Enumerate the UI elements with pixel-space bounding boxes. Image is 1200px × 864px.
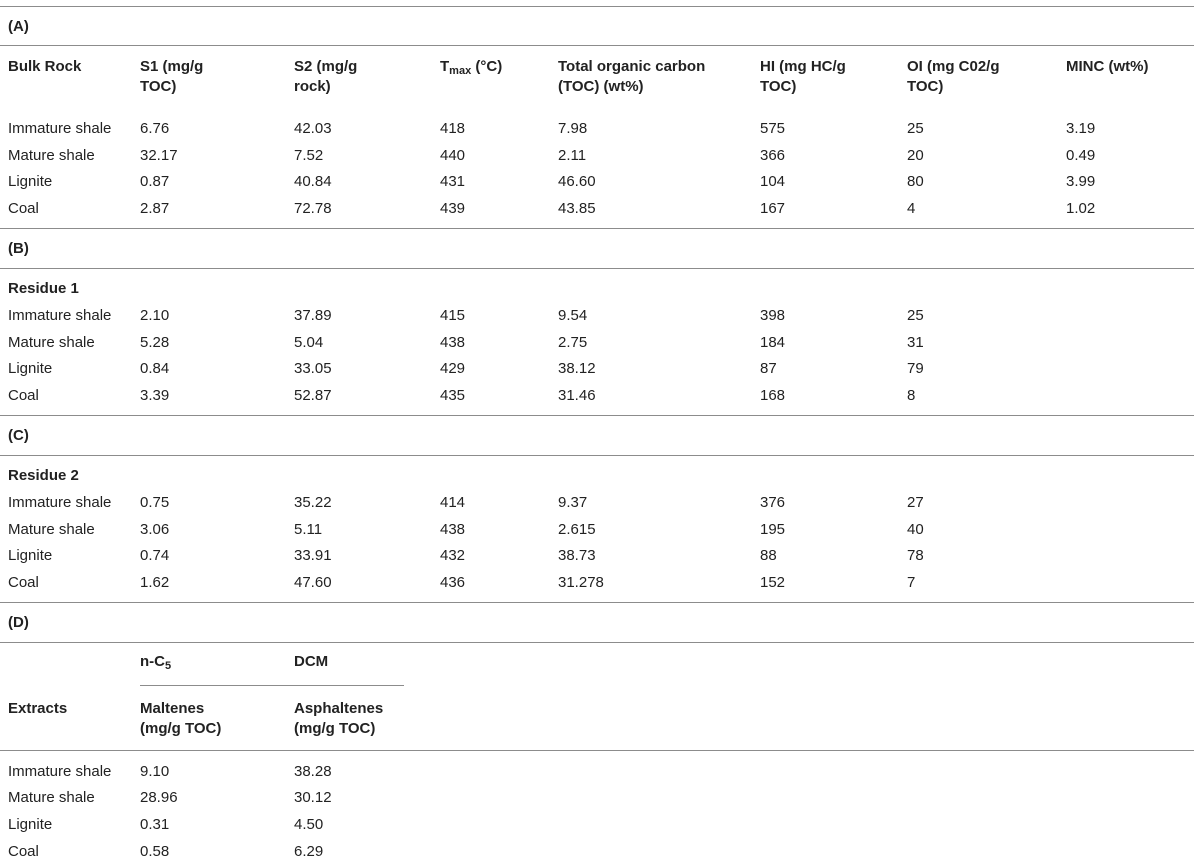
cell-hi: 88 — [760, 547, 777, 564]
section-label-b: (B) — [8, 240, 29, 257]
cell-minc: 0.49 — [1066, 147, 1096, 164]
rule-extract-group — [140, 685, 404, 686]
cell-toc: 2.75 — [558, 334, 588, 351]
cell-hi: 167 — [760, 200, 786, 217]
rule-bulk-end — [0, 228, 1194, 229]
cell-oi: 4 — [907, 200, 916, 217]
cell-hi: 398 — [760, 307, 786, 324]
row-label: Immature shale — [8, 763, 112, 780]
cell-hi: 152 — [760, 574, 786, 591]
rule-res2-end — [0, 602, 1194, 603]
cell-hi: 575 — [760, 120, 786, 137]
cell-oi: 31 — [907, 334, 924, 351]
col-group-nc5: $n-C_5$ — [140, 653, 172, 672]
cell-toc: 9.37 — [558, 494, 588, 511]
section-label-c: (C) — [8, 427, 29, 444]
row-label: Lignite — [8, 173, 53, 190]
cell-s2: 5.11 — [294, 521, 323, 538]
cell-s2: 72.78 — [294, 200, 332, 217]
cell-s1: 6.76 — [140, 120, 170, 137]
col-header-s2: S2 (mg/g rock) — [294, 58, 358, 95]
row-label: Immature shale — [8, 307, 112, 324]
cell-oi: 40 — [907, 521, 924, 538]
cell-toc: 31.46 — [558, 387, 596, 404]
row-label: Immature shale — [8, 494, 112, 511]
cell-s2: 52.87 — [294, 387, 332, 404]
cell-maltenes: 0.58 — [140, 843, 170, 860]
cell-s1: 1.62 — [140, 574, 170, 591]
cell-s2: 47.60 — [294, 574, 332, 591]
residue1-title: Residue 1 — [8, 280, 79, 297]
row-label: Mature shale — [8, 789, 95, 806]
cell-tmax: 429 — [440, 360, 466, 377]
col-header-toc: Total organic carbon (TOC) (wt%) — [558, 58, 706, 95]
cell-tmax: 439 — [440, 200, 466, 217]
row-label: Lignite — [8, 360, 53, 377]
cell-toc: 43.85 — [558, 200, 596, 217]
cell-s2: 7.52 — [294, 147, 324, 164]
row-label: Mature shale — [8, 334, 95, 351]
cell-s2: 37.89 — [294, 307, 332, 324]
col-header-s1: S1 (mg/g TOC) — [140, 58, 204, 95]
cell-oi: 20 — [907, 147, 924, 164]
cell-tmax: 436 — [440, 574, 466, 591]
row-label: Coal — [8, 200, 39, 217]
cell-tmax: 440 — [440, 147, 466, 164]
cell-s1: 5.28 — [140, 334, 170, 351]
cell-toc: 38.12 — [558, 360, 596, 377]
row-label: Mature shale — [8, 147, 95, 164]
cell-oi: 25 — [907, 120, 924, 137]
cell-hi: 168 — [760, 387, 786, 404]
cell-oi: 8 — [907, 387, 916, 404]
cell-maltenes: 0.31 — [140, 816, 170, 833]
cell-maltenes: 9.10 — [140, 763, 170, 780]
cell-tmax: 418 — [440, 120, 466, 137]
row-label: Mature shale — [8, 521, 95, 538]
cell-asphaltenes: 6.29 — [294, 843, 324, 860]
cell-s1: 0.75 — [140, 494, 170, 511]
cell-s2: 42.03 — [294, 120, 332, 137]
cell-s1: 0.87 — [140, 173, 170, 190]
cell-s2: 5.04 — [294, 334, 324, 351]
cell-oi: 7 — [907, 574, 916, 591]
cell-minc: 3.19 — [1066, 120, 1096, 137]
cell-s1: 2.10 — [140, 307, 170, 324]
cell-tmax: 431 — [440, 173, 466, 190]
cell-toc: 31.278 — [558, 574, 604, 591]
rule-extract-header — [0, 750, 1194, 751]
rule-d — [0, 642, 1194, 643]
cell-s2: 33.05 — [294, 360, 332, 377]
cell-s2: 40.84 — [294, 173, 332, 190]
col-header-bulk-rock: Bulk Rock — [8, 58, 82, 75]
cell-toc: 2.11 — [558, 147, 587, 164]
cell-s1: 0.74 — [140, 547, 170, 564]
col-header-oi: OI (mg C02/g TOC) — [907, 58, 1000, 95]
section-label-a: (A) — [8, 18, 29, 35]
cell-hi: 104 — [760, 173, 786, 190]
cell-tmax: 438 — [440, 334, 466, 351]
rule-res1-end — [0, 415, 1194, 416]
cell-toc: 7.98 — [558, 120, 588, 137]
col-header-hi: HI (mg HC/g TOC) — [760, 58, 846, 95]
cell-toc: 9.54 — [558, 307, 588, 324]
cell-toc: 46.60 — [558, 173, 596, 190]
col-header-tmax: $T_{max}$ (°C) — [440, 58, 503, 77]
rule-c — [0, 455, 1194, 456]
cell-s2: 33.91 — [294, 547, 332, 564]
cell-asphaltenes: 30.12 — [294, 789, 332, 806]
cell-hi: 195 — [760, 521, 786, 538]
rule-b — [0, 268, 1194, 269]
cell-minc: 1.02 — [1066, 200, 1096, 217]
cell-hi: 184 — [760, 334, 786, 351]
row-label: Coal — [8, 843, 39, 860]
cell-oi: 78 — [907, 547, 924, 564]
cell-asphaltenes: 4.50 — [294, 816, 324, 833]
residue2-title: Residue 2 — [8, 467, 79, 484]
row-label: Lignite — [8, 816, 53, 833]
cell-toc: 38.73 — [558, 547, 596, 564]
cell-s1: 0.84 — [140, 360, 170, 377]
col-group-dcm: DCM — [294, 653, 329, 670]
cell-tmax: 435 — [440, 387, 466, 404]
cell-asphaltenes: 38.28 — [294, 763, 332, 780]
row-label: Immature shale — [8, 120, 112, 137]
col-header-extracts: Extracts — [8, 700, 68, 717]
col-header-minc: MINC (wt%) — [1066, 58, 1149, 75]
row-label: Lignite — [8, 547, 53, 564]
cell-s1: 3.39 — [140, 387, 170, 404]
cell-tmax: 415 — [440, 307, 466, 324]
cell-hi: 87 — [760, 360, 777, 377]
cell-tmax: 414 — [440, 494, 466, 511]
col-header-asphaltenes: Asphaltenes (mg/g TOC) — [294, 700, 384, 737]
cell-oi: 25 — [907, 307, 924, 324]
cell-oi: 80 — [907, 173, 924, 190]
cell-hi: 366 — [760, 147, 786, 164]
cell-s1: 2.87 — [140, 200, 170, 217]
cell-oi: 27 — [907, 494, 924, 511]
rule-a — [0, 45, 1194, 46]
section-label-d: (D) — [8, 614, 29, 631]
cell-s1: 3.06 — [140, 521, 170, 538]
cell-tmax: 438 — [440, 521, 466, 538]
cell-maltenes: 28.96 — [140, 789, 178, 806]
cell-s1: 32.17 — [140, 147, 178, 164]
row-label: Coal — [8, 574, 39, 591]
rule-top — [0, 6, 1194, 7]
cell-tmax: 432 — [440, 547, 466, 564]
row-label: Coal — [8, 387, 39, 404]
col-header-maltenes: Maltenes (mg/g TOC) — [140, 700, 222, 737]
cell-s2: 35.22 — [294, 494, 332, 511]
cell-oi: 79 — [907, 360, 924, 377]
cell-toc: 2.615 — [558, 521, 596, 538]
cell-minc: 3.99 — [1066, 173, 1096, 190]
cell-hi: 376 — [760, 494, 786, 511]
